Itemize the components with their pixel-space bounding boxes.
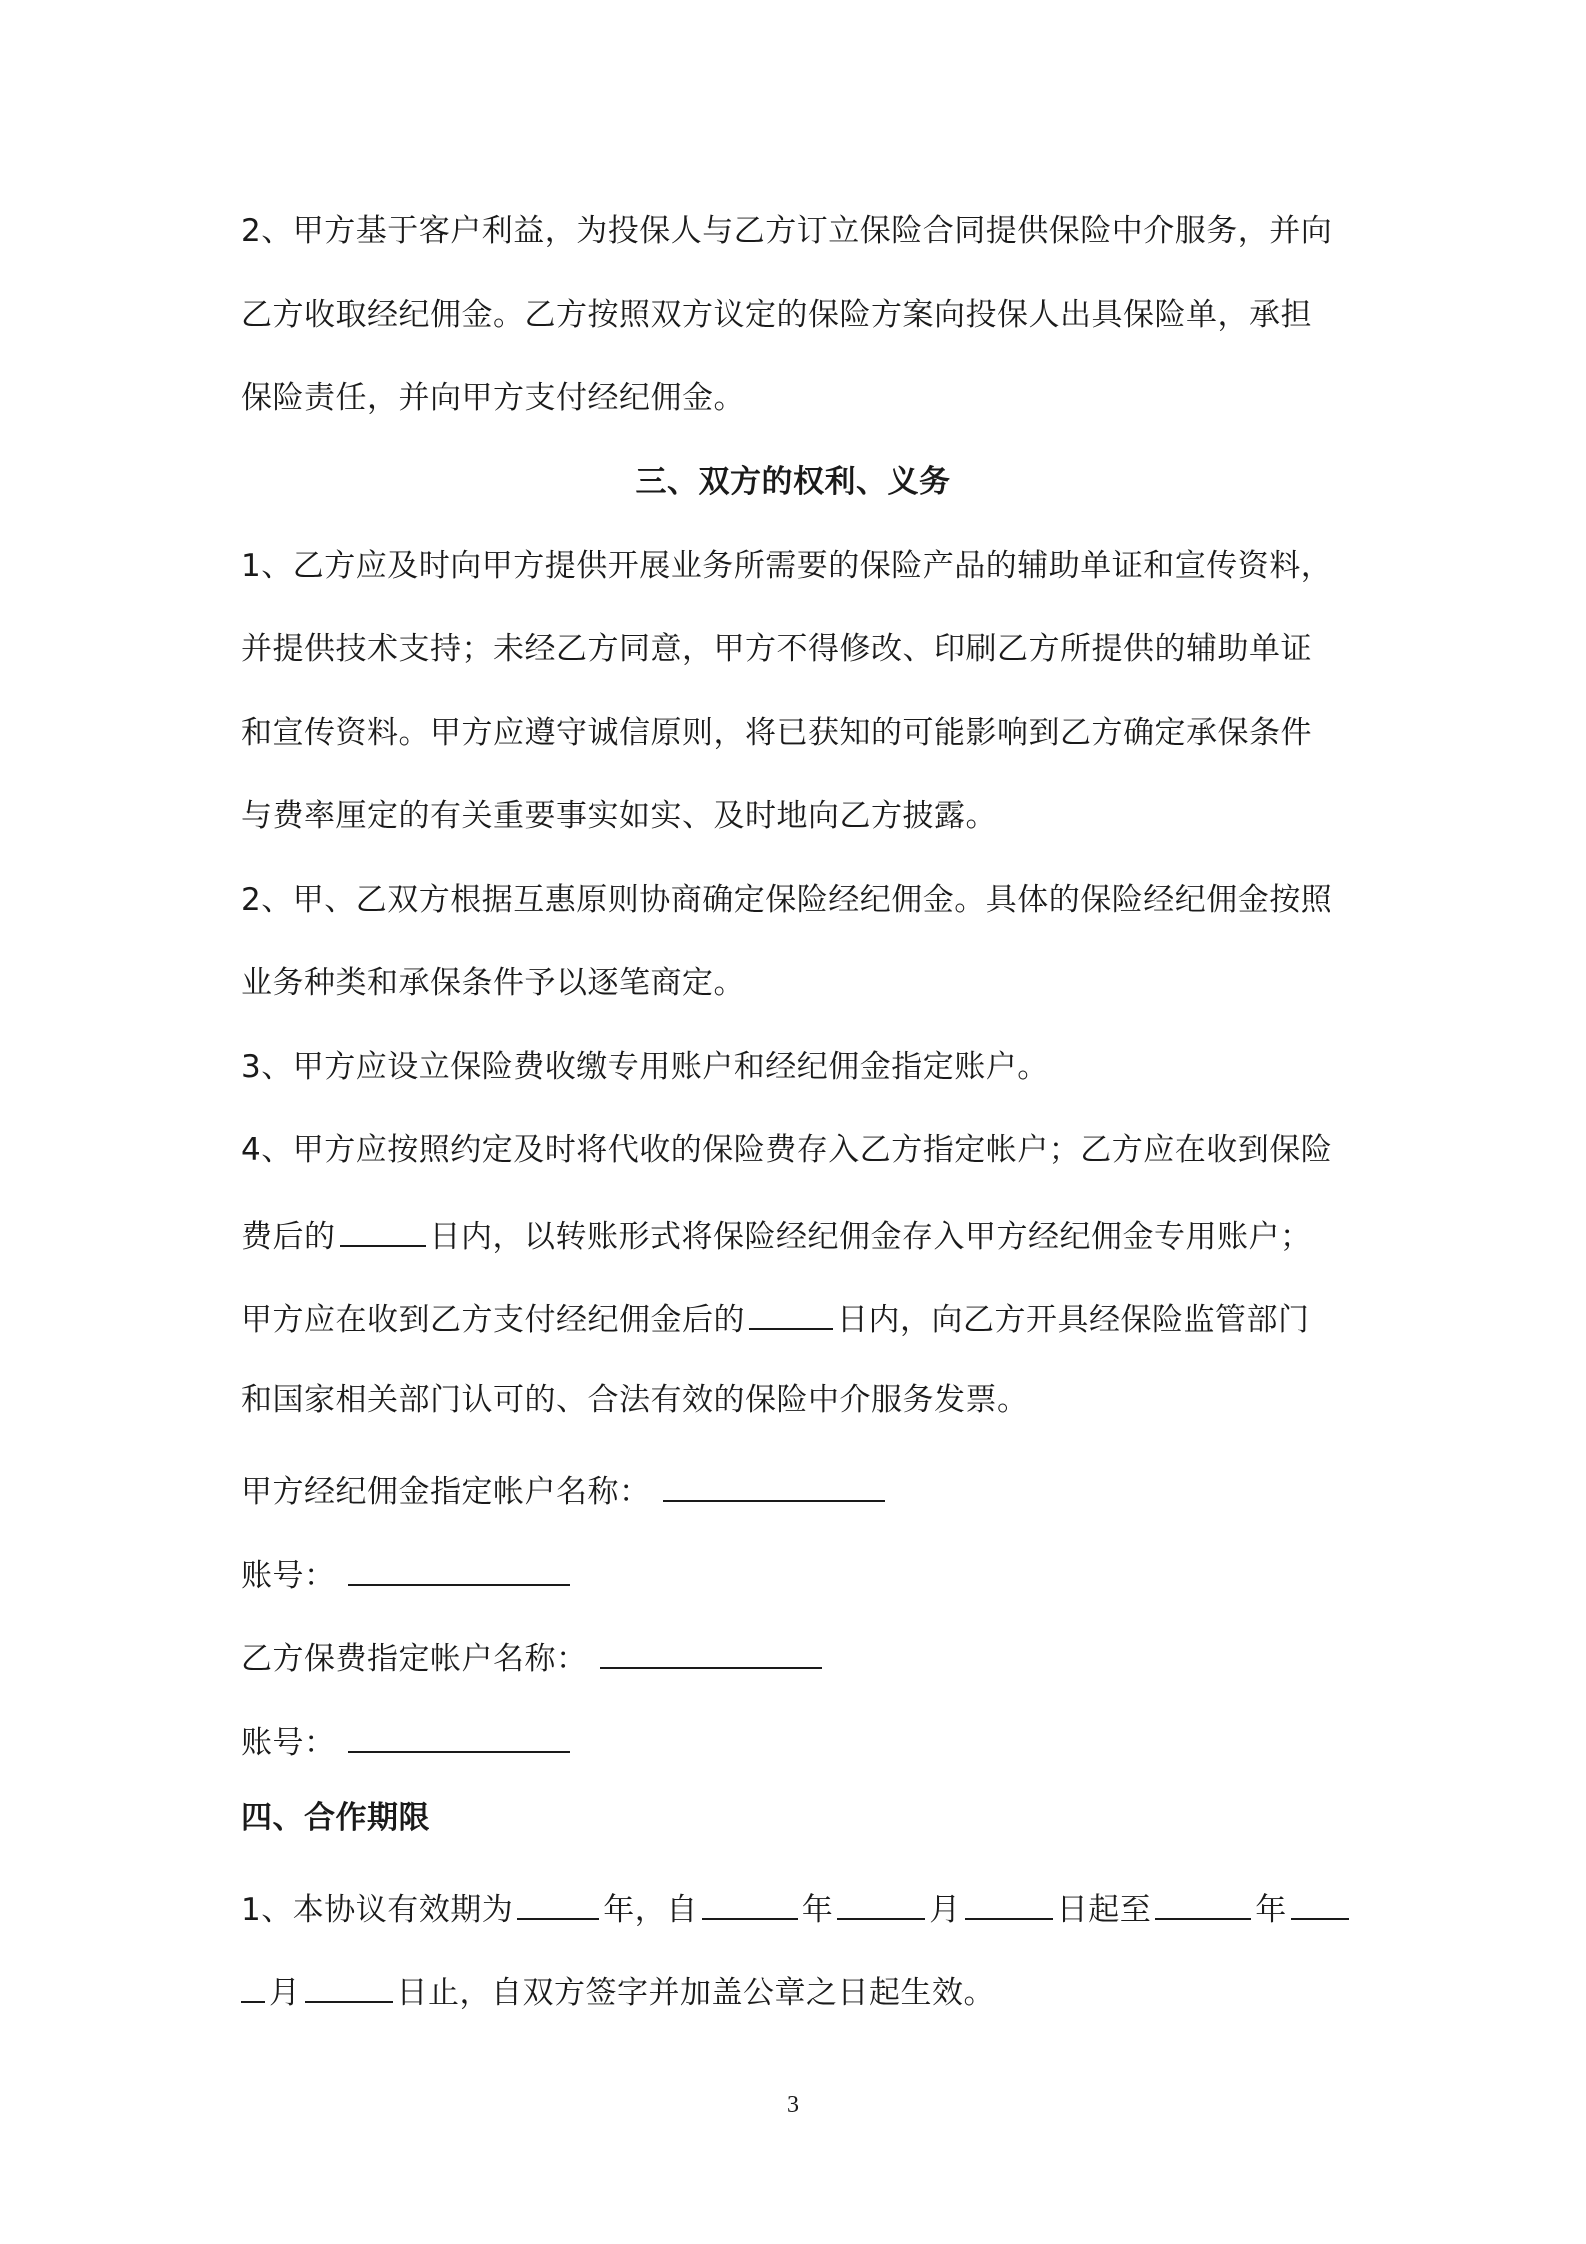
s3-p4-line-1: 4、甲方应按照约定及时将代收的保险费存入乙方指定帐户；乙方应在收到保险 xyxy=(241,1132,1333,1168)
party-b-account-name-row xyxy=(241,1631,826,1681)
start-year-blank[interactable] xyxy=(702,1882,798,1920)
paragraph-2-line-2: 乙方收取经纪佣金。乙方按照双方议定的保险方案向投保人出具保险单，承担 xyxy=(241,297,1312,333)
s3-p2-line-1: 2、甲、乙双方根据互惠原则协商确定保险经纪佣金。具体的保险经纪佣金按照 xyxy=(241,882,1333,918)
party-b-account-no-blank[interactable] xyxy=(348,1715,570,1753)
s3-p4-line-3-text-b: 日内，向乙方开具经保险监管部门 xyxy=(837,1302,1310,1338)
s3-p4-line-4: 和国家相关部门认可的、合法有效的保险中介服务发票。 xyxy=(241,1382,1029,1418)
days-blank-1[interactable] xyxy=(340,1209,426,1247)
party-b-account-name-blank[interactable] xyxy=(600,1631,822,1669)
s4-line-2 xyxy=(241,1965,995,2015)
s3-p3: 3、甲方应设立保险费收缴专用账户和经纪佣金指定账户。 xyxy=(241,1049,1049,1085)
start-month-blank[interactable] xyxy=(837,1882,925,1920)
party-a-account-no-blank[interactable] xyxy=(348,1548,570,1586)
end-day-blank[interactable] xyxy=(305,1965,393,2003)
party-b-account-name-label: 乙方保费指定帐户名称： xyxy=(241,1641,588,1677)
s3-p4-line-2-text-a: 费后的 xyxy=(241,1219,336,1255)
s4-line-1-text-e: 日起至 xyxy=(1056,1892,1152,1928)
paragraph-2-line-3: 保险责任，并向甲方支付经纪佣金。 xyxy=(241,380,745,416)
s3-p4-line-2-text-b: 日内，以转账形式将保险经纪佣金存入甲方经纪佣金专用账户； xyxy=(429,1219,1312,1255)
end-month-blank-part-1[interactable] xyxy=(1291,1882,1349,1920)
s3-p4-line-3 xyxy=(241,1292,1310,1342)
term-years-blank[interactable] xyxy=(517,1882,599,1920)
end-month-blank-part-2[interactable] xyxy=(241,1965,265,2003)
s4-line-1-text-d: 月 xyxy=(929,1892,961,1928)
party-a-account-name-row xyxy=(241,1464,889,1514)
section-3-title: 三、双方的权利、义务 xyxy=(635,464,951,500)
s3-p1-line-1: 1、乙方应及时向甲方提供开展业务所需要的保险产品的辅助单证和宣传资料， xyxy=(241,548,1333,584)
s4-line-1-text-b: 年，自 xyxy=(603,1892,698,1928)
page-number: 3 xyxy=(787,2092,799,2118)
s4-line-2-text-b: 日止，自双方签字并加盖公章之日起生效。 xyxy=(396,1975,995,2011)
party-b-account-no-row xyxy=(241,1715,574,1765)
section-4-title: 四、合作期限 xyxy=(241,1800,430,1836)
end-year-blank[interactable] xyxy=(1155,1882,1251,1920)
party-a-account-no-label: 账号： xyxy=(241,1558,336,1594)
paragraph-2-line-1: 2、甲方基于客户利益，为投保人与乙方订立保险合同提供保险中介服务，并向 xyxy=(241,213,1333,249)
s3-p1-line-4: 与费率厘定的有关重要事实如实、及时地向乙方披露。 xyxy=(241,798,997,834)
s3-p1-line-3: 和宣传资料。甲方应遵守诚信原则，将已获知的可能影响到乙方确定承保条件 xyxy=(241,715,1312,751)
start-day-blank[interactable] xyxy=(965,1882,1053,1920)
s3-p2-line-2: 业务种类和承保条件予以逐笔商定。 xyxy=(241,965,745,1001)
party-a-account-no-row xyxy=(241,1548,574,1598)
party-a-account-name-blank[interactable] xyxy=(663,1464,885,1502)
s4-line-1 xyxy=(241,1882,1353,1932)
s4-line-2-text-a: 月 xyxy=(269,1975,301,2011)
s3-p4-line-3-text-a: 甲方应在收到乙方支付经纪佣金后的 xyxy=(241,1302,745,1338)
party-b-account-no-label: 账号： xyxy=(241,1725,336,1761)
s4-line-1-text-f: 年 xyxy=(1255,1892,1287,1928)
party-a-account-name-label: 甲方经纪佣金指定帐户名称： xyxy=(241,1474,651,1510)
s3-p4-line-2 xyxy=(241,1209,1312,1259)
s4-line-1-text-c: 年 xyxy=(801,1892,834,1928)
s4-line-1-text-a: 1、本协议有效期为 xyxy=(241,1892,514,1928)
s3-p1-line-2: 并提供技术支持；未经乙方同意，甲方不得修改、印刷乙方所提供的辅助单证 xyxy=(241,631,1312,667)
days-blank-2[interactable] xyxy=(749,1292,833,1330)
